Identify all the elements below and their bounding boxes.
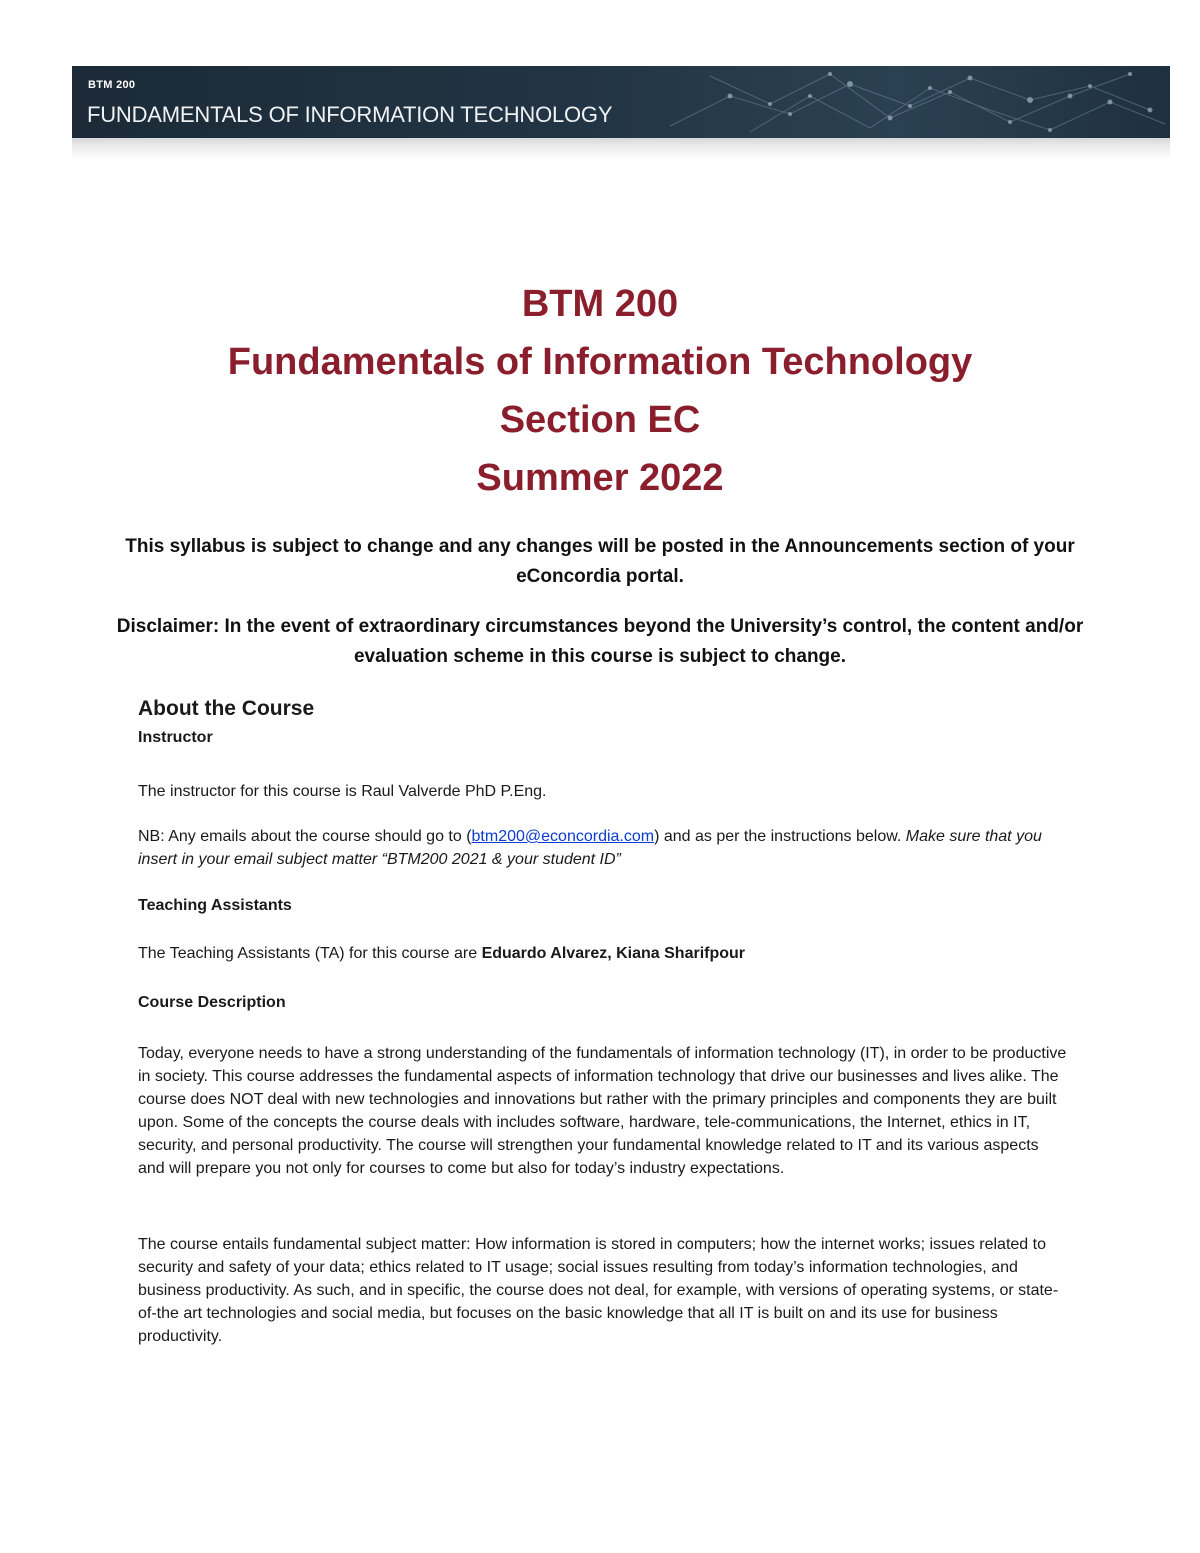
title-section: Section EC <box>499 399 701 441</box>
subheading-instructor: Instructor <box>138 729 213 746</box>
network-pattern-graphic <box>650 66 1170 138</box>
course-description-paragraph-1: Today, everyone needs to have a strong understanding of the fundamentals of information technology (IT), in order to be productive in society. This course addresses the fundamental aspects of information technology that drive our businesses and lives alike. The course does NOT deal with new technologies and innovations but rather with the primary principles and components they are built upon. Some of the concepts the course deals with includes software, hardware, tele-communications, the Internet, ethics in IT, security, and personal productivity. The course will strengthen your fundamental knowledge related to IT and its various aspects and will prepare you not only for courses to come but also for today’s industry expectations. <box>138 1045 1067 1177</box>
subheading-teaching-assistants: Teaching Assistants <box>138 897 292 914</box>
section-heading-about: About the Course <box>138 697 315 720</box>
course-description-paragraph-2: The course entails fundamental subject matter: How information is stored in computers; how the internet works; issues related to security and safety of your data; ethics related to IT usage; social issues resulting from today’s information technologies, and business productivity. As such, and in specific, the course does not deal, for example, with versions of operating systems, or state-of-the art technologies and social media, but focuses on the basic knowledge that all IT is built on and its use for business productivity. <box>138 1236 1059 1345</box>
email-instructions-prefix: NB: Any emails about the course should go to ( <box>138 828 472 845</box>
title-term: Summer 2022 <box>476 457 724 499</box>
banner-course-code: BTM 200 <box>88 79 136 91</box>
email-instructions <box>138 825 1068 871</box>
email-subject-instruction: Make sure that you insert in your email subject matter “BTM200 2021 & your student ID” <box>138 828 1042 868</box>
ta-names: Eduardo Alvarez, Kiana Sharifpour <box>481 945 746 962</box>
document-title <box>0 275 1200 507</box>
teaching-assistants-text <box>138 942 1068 965</box>
banner-shadow <box>72 138 1170 160</box>
course-email-link[interactable]: btm200@econcordia.com <box>471 828 655 845</box>
title-course-code: BTM 200 <box>521 283 679 325</box>
instructor-text: The instructor for this course is Raul Valverde PhD P.Eng. <box>138 783 547 800</box>
syllabus-change-notice: This syllabus is subject to change and any changes will be posted in the Announcements section of your eConcordia portal. <box>125 536 1075 587</box>
subheading-course-description: Course Description <box>138 994 286 1011</box>
banner-course-title: FUNDAMENTALS OF INFORMATION TECHNOLOGY <box>87 102 613 127</box>
header-banner <box>72 66 1170 138</box>
ta-text-prefix: The Teaching Assistants (TA) for this course are <box>138 945 482 962</box>
email-instructions-middle: ) and as per the instructions below. <box>654 828 906 845</box>
disclaimer-notice: Disclaimer: In the event of extraordinary circumstances beyond the University’s control, the content and/or evaluation scheme in this course is subject to change. <box>116 616 1084 667</box>
title-course-name: Fundamentals of Information Technology <box>227 341 973 383</box>
